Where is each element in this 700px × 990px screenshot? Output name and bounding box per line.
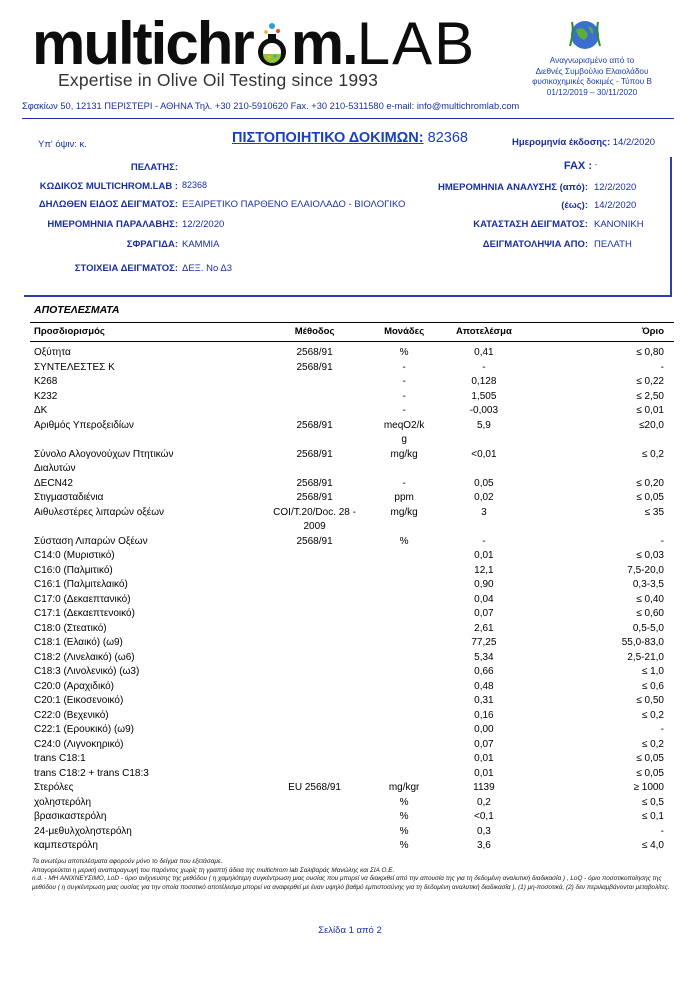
table-cell: 0,01 [474,550,494,561]
table-cell: 2,5-21,0 [627,651,664,663]
table-cell: COI/T.20/Doc. 28 - 2009 [273,506,356,532]
footer-note: Τα ανωτέρω αποτελέσματα αφορούν μόνο το δείγμα που εξετάσαμε. [32,858,223,865]
table-cell: 0,31 [474,695,494,706]
col-header-method: Μέθοδος [260,323,368,342]
table-cell [260,723,368,738]
table-cell [260,564,368,579]
tagline: Expertise in Olive Oil Testing since 1993 [58,70,379,90]
table-row [30,607,674,622]
table-cell: 0,66 [474,666,494,677]
table-cell: 2568/91 [296,419,333,431]
table-cell: 0,07 [474,738,494,750]
table-row [30,390,674,405]
table-cell: 2568/91 [296,492,333,503]
table-cell: C18:0 (Στεατικό) [34,622,107,634]
table-row [30,375,674,390]
results-title: ΑΠΟΤΕΛΕΣΜΑΤΑ [34,304,120,316]
table-cell: ≤ 0,03 [636,550,664,561]
table-cell [369,636,440,651]
table-cell: <0,1 [474,811,494,822]
lab-code-value: 82368 [182,180,208,190]
table-cell [260,767,368,782]
seal-value: ΚΑΜΜΙΑ [182,239,220,250]
footer-notes [32,858,672,892]
table-cell: meqO2/k g [383,419,425,445]
table-cell: ≤ 0,60 [636,608,664,619]
sample-status-label: ΚΑΤΑΣΤΑΣΗ ΔΕΙΓΜΑΤΟΣ: [473,219,588,230]
certificate-title [232,130,468,146]
accreditation-line: Διεθνές Συμβούλιο Ελαιολάδου [535,66,649,76]
table-cell: 0,128 [471,376,497,387]
table-cell: 2,61 [474,622,494,634]
table-cell: - [482,535,486,547]
table-cell: 0,5-5,0 [632,622,664,634]
table-row [30,752,674,767]
table-cell: ≤ 0,2 [641,709,664,721]
table-cell [260,796,368,811]
results-body [30,342,674,854]
issue-date-value: 14/2/2020 [612,137,656,148]
table-cell [369,767,440,782]
table-cell: ≤ 0,5 [641,796,664,808]
table-row [30,342,674,361]
logo-text-m: m. [290,10,357,77]
table-cell [260,825,368,840]
table-cell: - [482,361,486,373]
table-cell: -0,003 [469,405,499,416]
table-row [30,796,674,811]
table-cell: ≤20,0 [639,419,664,431]
table-cell: βρασικαστερόλη [34,811,107,822]
table-cell: ΔΚ [34,405,48,416]
analysis-to-label: (έως): [561,200,588,211]
table-cell: 0,3 [476,825,491,837]
table-cell [260,593,368,608]
table-cell: trans C18:1 [34,753,86,764]
table-cell: ≤ 0,2 [641,448,664,460]
table-row [30,665,674,680]
table-row [30,593,674,608]
table-cell: ≤ 35 [644,506,664,518]
logo-text-main: multichr [32,10,253,77]
table-cell: C18:1 (Ελαικό) (ω9) [34,637,123,648]
table-cell [369,738,440,753]
table-cell: - [402,405,406,416]
table-cell: καμπεστερόλη [34,840,98,851]
fax-value: - [595,162,598,169]
table-cell: ≤ 0,50 [636,695,664,706]
table-cell: ≤ 0,01 [636,405,664,416]
table-row [30,477,674,492]
table-cell [369,665,440,680]
table-cell [369,564,440,579]
table-cell: C20:0 (Αραχιδικό) [34,680,114,692]
table-row [30,723,674,738]
table-row [30,404,674,419]
flask-icon [253,16,291,60]
table-cell: 0,00 [474,724,494,735]
table-cell: - [660,724,664,735]
table-cell: 3,6 [476,840,491,851]
accreditation-line: Αναγνωρισμένο από το [549,56,635,65]
table-row [30,680,674,695]
table-row [30,622,674,637]
declared-type-label: ΔΗΛΩΘΕΝ ΕΙΔΟΣ ΔΕΙΓΜΑΤΟΣ: [38,199,178,210]
table-cell: ≤ 4,0 [641,840,664,851]
table-cell [260,375,368,390]
table-row [30,419,674,448]
table-cell [369,694,440,709]
table-cell [260,607,368,622]
ioc-globe-icon [566,16,604,54]
table-cell: ΣΥΝΤΕΛΕΣΤΕΣ Κ [34,361,115,373]
table-row [30,651,674,666]
table-cell: C17:0 (Δεκαεπτανικό) [34,593,131,605]
col-header-limit: Όριο [528,323,674,342]
contact-info: Σφακίων 50, 12131 ΠΕΡΙΣΤΕΡΙ - ΑΘΗΝΑ Τηλ. +30 210-5910620 Fax. +30 210-5311580 e-mail: info@multichromlab.com [22,101,520,111]
table-row [30,636,674,651]
table-cell [260,752,368,767]
logo-text-lab: LAB [356,10,477,77]
footer-note: n.d. - ΜΗ ΑΝΙΧΝΕΥΣΙΜΟ, LoD - όριο ανίχνευσης της μεθόδου ( η χαμηλότερη συγκέντρωση μιας ουσίας που μπορεί να διακριθεί από την απουσία της για τη δεδομένη αναλυτική διαδικασία ) , LoQ - όριο ποσοτικοποίησης της μεθόδου ( η συγκέντρωση μιας ουσίας για την οποία ποσοτικό αποτέλεσμα μπορεί να αναφερθεί με έναν υψηλό βαθμό εμπιστοσύνης για τη δεδομένη αναλυτική διαδικασία ), (1) μη-ποσοτικά, (2) δεν περιλαμβάνονται μεταβολίτες. [32,875,670,891]
table-cell: K232 [34,390,58,402]
table-cell [369,723,440,738]
analysis-from-label: ΗΜΕΡΟΜΗΝΙΑ ΑΝΑΛΥΣΗΣ (από): [438,182,588,193]
table-cell: 0,01 [474,767,494,779]
table-cell: trans C18:2 + trans C18:3 [34,767,149,779]
table-cell: ≤ 0,20 [636,477,664,489]
table-cell: ΔECN42 [34,477,73,489]
table-cell [260,549,368,564]
table-cell: 2568/91 [296,361,333,373]
table-cell: Αιθυλεστέρες λιπαρών οξέων [34,506,165,518]
accreditation-note [512,56,672,98]
table-cell: ≤ 0,1 [641,811,664,822]
table-cell: ≤ 0,6 [641,680,664,692]
table-cell [260,839,368,854]
table-cell: 24-μεθυλχοληστερόλη [34,825,132,837]
table-cell: 0,41 [474,347,494,358]
table-cell: - [660,825,664,837]
issue-date-block [512,137,655,148]
results-header-row [30,323,674,342]
table-cell: - [660,535,664,547]
table-row [30,738,674,753]
col-header-determination: Προσδιορισμός [30,323,260,342]
received-date-value: 12/2/2020 [182,219,225,230]
table-row [30,506,674,535]
seal-label: ΣΦΡΑΓΙΔΑ: [126,239,178,250]
table-cell: ≤ 0,22 [636,376,664,387]
table-cell [369,752,440,767]
table-cell: Αριθμός Υπεροξειδίων [34,419,134,431]
certificate-title-text: ΠΙΣΤΟΠΟΙΗΤΙΚΟ ΔΟΚΙΜΩΝ: [232,130,424,146]
table-cell: 5,9 [476,419,491,431]
accreditation-line: 01/12/2019 – 30/11/2020 [546,87,638,97]
table-cell: 0,05 [474,477,494,489]
table-cell [369,709,440,724]
table-row [30,694,674,709]
table-cell: 0,01 [474,753,494,764]
table-cell: 3 [481,506,487,518]
table-cell [369,622,440,637]
table-cell: ≤ 0,80 [636,347,664,358]
table-cell: % [399,347,409,358]
table-cell: mg/kg [390,448,418,460]
sampling-by-value: ΠΕΛΑΤΗ [594,239,632,250]
table-cell: 0,2 [476,796,491,808]
table-row [30,491,674,506]
table-cell: ≤ 0,05 [636,492,664,503]
analysis-from-value: 12/2/2020 [594,182,637,193]
table-cell: 0,3-3,5 [632,579,664,590]
table-cell: 0,48 [474,680,494,692]
table-cell: ≤ 0,05 [636,753,664,764]
table-row [30,564,674,579]
table-cell: 0,90 [474,579,494,590]
table-cell: 1139 [473,782,495,793]
table-cell [369,680,440,695]
table-cell [369,578,440,593]
table-cell [369,593,440,608]
table-cell: ≤ 0,40 [636,593,664,605]
table-cell [260,651,368,666]
table-row [30,810,674,825]
table-cell: 7,5-20,0 [627,564,664,576]
table-cell [260,404,368,419]
table-row [30,549,674,564]
table-cell: ≤ 1,0 [641,666,664,677]
results-table [30,322,674,854]
table-cell: Σύσταση Λιπαρών Οξέων [34,535,148,547]
table-cell: χοληστερόλη [34,796,92,808]
table-cell: % [399,796,409,808]
table-cell: - [660,361,664,373]
table-row [30,781,674,796]
table-cell: C24:0 (Λιγνοκηρικό) [34,738,124,750]
table-row [30,839,674,854]
table-cell: 2568/91 [296,347,333,358]
table-cell [260,578,368,593]
table-cell: 0,16 [474,709,494,721]
table-cell: C18:2 (Λινελαικό) (ω6) [34,651,135,663]
table-cell: % [399,811,409,822]
table-cell: C16:0 (Παλμιτικό) [34,564,113,576]
table-row [30,709,674,724]
table-cell: ≤ 0,05 [636,767,664,779]
table-cell [260,665,368,680]
table-cell: % [399,825,409,837]
sample-status-value: ΚΑΝΟΝΙΚΗ [594,219,644,230]
table-cell: Στερόλες [34,782,74,793]
table-row [30,767,674,782]
table-cell: 55,0-83,0 [621,637,664,648]
lab-code-label: ΚΩΔΙΚΟΣ MULTICHROM.LAB : [39,181,178,192]
table-cell: ≤ 0,2 [641,738,664,750]
table-cell [369,549,440,564]
col-header-result: Αποτελέσμα [440,323,529,342]
fax-label: FAX : [563,160,592,172]
table-cell: - [402,390,406,402]
table-cell: - [402,477,406,489]
table-row [30,825,674,840]
table-cell: 77,25 [471,637,497,648]
table-cell: K268 [34,376,58,387]
table-cell: mg/kgr [388,782,420,793]
table-cell: Σύνολο Αλογονούχων Πτητικών Διαλυτών [34,448,174,474]
table-row [30,535,674,550]
table-cell [260,680,368,695]
table-cell [260,636,368,651]
table-cell: Στιγμασταδιένια [34,492,104,503]
table-cell: C17:1 (Δεκαεπτενοικό) [34,608,135,619]
table-cell: 1,505 [471,390,497,402]
table-cell: 0,07 [474,608,494,619]
table-cell: 2568/91 [296,477,333,489]
table-cell: % [399,840,409,851]
table-row [30,448,674,477]
table-row [30,361,674,376]
table-cell: - [402,376,406,387]
table-cell: 0,02 [474,492,494,503]
table-cell: ppm [394,492,414,503]
table-cell: C18:3 (Λινολενικό) (ω3) [34,666,140,677]
table-cell [369,651,440,666]
table-cell: 2568/91 [296,535,333,547]
page-number: Σελίδα 1 από 2 [318,925,382,936]
certificate-number: 82368 [427,130,468,146]
table-cell: C22:1 (Ερουκικό) (ω9) [34,724,134,735]
col-header-units: Μονάδες [369,323,440,342]
table-cell: % [399,535,409,547]
table-cell: 5,34 [474,651,494,663]
header-divider [22,118,674,119]
footer-note: Απαγορεύεται η μερική αναπαραγωγή του παρόντος χωρίς τη γραπτή άδεια της multichrom lab Σαλιβαράς Μανώλης και ΣΙΑ Ο.Ε. [32,866,395,874]
table-cell [260,390,368,405]
table-cell: ≥ 1000 [633,782,664,793]
declared-type-value: ΕΞΑΙΡΕΤΙΚΟ ΠΑΡΘΕΝΟ ΕΛΑΙΟΛΑΔΟ - ΒΙΟΛΟΓΙΚΟ [182,199,406,210]
client-label: ΠΕΛΑΤΗΣ: [130,162,178,173]
table-cell [260,622,368,637]
sample-details-value: ΔΕΞ. Νο Δ3 [182,263,233,274]
table-cell: <0,01 [471,448,497,460]
table-cell: Οξύτητα [34,347,71,358]
table-cell [260,709,368,724]
table-cell: C22:0 (Βεχενικό) [34,709,109,721]
table-cell: ≤ 2,50 [636,390,664,402]
table-cell [260,694,368,709]
table-cell: C16:1 (Παλμιτελαικό) [34,579,128,590]
table-cell [260,738,368,753]
table-cell: EU 2568/91 [288,782,341,793]
table-cell: 2568/91 [296,448,333,460]
table-cell [369,607,440,622]
accreditation-line: φυσικοχημικές δοκιμές - Τύπου Β [532,77,652,86]
sample-details-label: ΣΤΟΙΧΕΙΑ ΔΕΙΓΜΑΤΟΣ: [74,263,178,274]
table-row [30,578,674,593]
table-cell: 0,04 [474,593,494,605]
table-cell: C14:0 (Μυριστικό) [34,550,115,561]
attention-label: Υπ' όψιν: κ. [38,139,87,150]
table-cell: mg/kg [390,506,418,518]
issue-date-label: Ημερομηνία έκδοσης: [512,137,611,148]
analysis-to-value: 14/2/2020 [594,200,637,211]
sampling-by-label: ΔΕΙΓΜΑΤΟΛΗΨΙΑ ΑΠΟ: [482,239,588,250]
table-cell [260,810,368,825]
table-cell: C20:1 (Εικοσενοικό) [34,695,124,706]
table-cell: - [402,361,406,373]
company-logo [32,10,477,77]
table-cell: 12,1 [474,564,494,576]
received-date-label: ΗΜΕΡΟΜΗΝΙΑ ΠΑΡΑΛΑΒΗΣ: [47,219,178,230]
